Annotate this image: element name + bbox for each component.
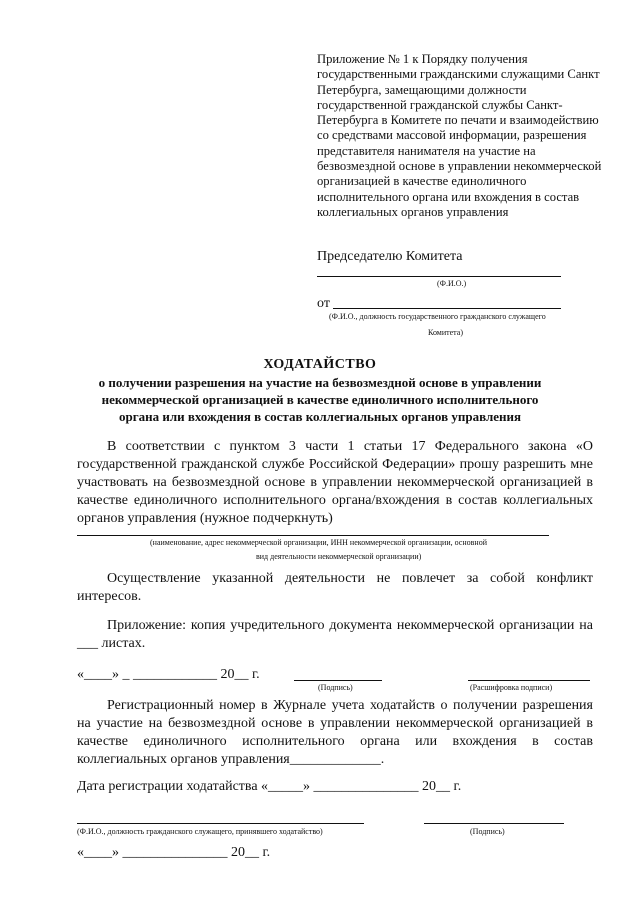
appendix-text: Приложение № 1 к Порядку получения государственными гражданскими служащими Санкт Петербурга, замещающими должности государственной гражданской службы Санкт-Петербурга в Комитете по печати и взаимодействию со средствами массовой информации, разрешения представителя нанимателя на участие на безвозмездной основе в управлении некоммерческой организацией в качестве единоличного исполнительного органа или вхождения в состав коллегиальных органов управления	[317, 52, 602, 219]
decoding-line	[468, 680, 590, 681]
signature-caption: (Подпись)	[318, 683, 353, 692]
fio-caption: (Ф.И.О.)	[437, 279, 467, 288]
receiver-signature-caption: (Подпись)	[470, 827, 505, 836]
from-line	[333, 308, 561, 309]
org-caption-1: (наименование, адрес некоммерческой организации, ИНН некоммерческой организации, основной	[150, 538, 487, 547]
conflict-paragraph: Осуществление указанной деятельности не повлечет за собой конфликт интересов.	[77, 571, 593, 604]
from-label: от	[317, 296, 330, 311]
receiver-caption: (Ф.И.О., должность гражданского служащего, принявшего ходатайство)	[77, 827, 323, 836]
date-line-1: «____» _ ____________ 20__ г.	[77, 667, 260, 682]
document-subtitle-3: органа или вхождения в состав коллегиальных органов управления	[118, 409, 522, 424]
main-paragraph: В соответствии с пунктом 3 части 1 статьи 17 Федерального закона «О государственной гражданской службе Российской Федерации» прошу разрешить мне участвовать на безвозмездной основе в управлении некоммерческой организацией в качестве единоличного исполнительного органа/вхождения в состав коллегиальных органов управления (нужное подчеркнуть)	[77, 439, 593, 526]
registration-date-line: Дата регистрации ходатайства «_____» _______________ 20__ г.	[77, 779, 462, 794]
receiver-line	[77, 823, 364, 824]
receiver-signature-line	[424, 823, 564, 824]
org-caption-2: вид деятельности некоммерческой организации)	[256, 552, 422, 561]
document-subtitle-2: некоммерческой организацией в качестве единоличного исполнительного	[101, 392, 539, 407]
decoding-caption: (Расшифровка подписи)	[470, 683, 553, 692]
document-title: ХОДАТАЙСТВО	[263, 357, 377, 372]
from-caption-2: Комитета)	[428, 328, 463, 337]
org-line	[77, 535, 549, 536]
registration-paragraph: Регистрационный номер в Журнале учета ходатайств о получении разрешения на участие на безвозмездной основе в управлении некоммерческой организацией в качестве единоличного исполнительного органа или вхождения в состав коллегиальных органов управления_____________.	[77, 698, 593, 767]
from-caption-1: (Ф.И.О., должность государственного гражданского служащего	[329, 312, 546, 321]
signature-line	[294, 680, 382, 681]
document-subtitle-1: о получении разрешения на участие на безвозмездной основе в управлении	[98, 375, 542, 390]
fio-line	[317, 276, 561, 277]
addressee: Председателю Комитета	[317, 249, 463, 264]
attachment-paragraph: Приложение: копия учредительного документа некоммерческой организации на ___ листах.	[77, 618, 593, 651]
date-line-2: «____» _______________ 20__ г.	[77, 845, 271, 860]
